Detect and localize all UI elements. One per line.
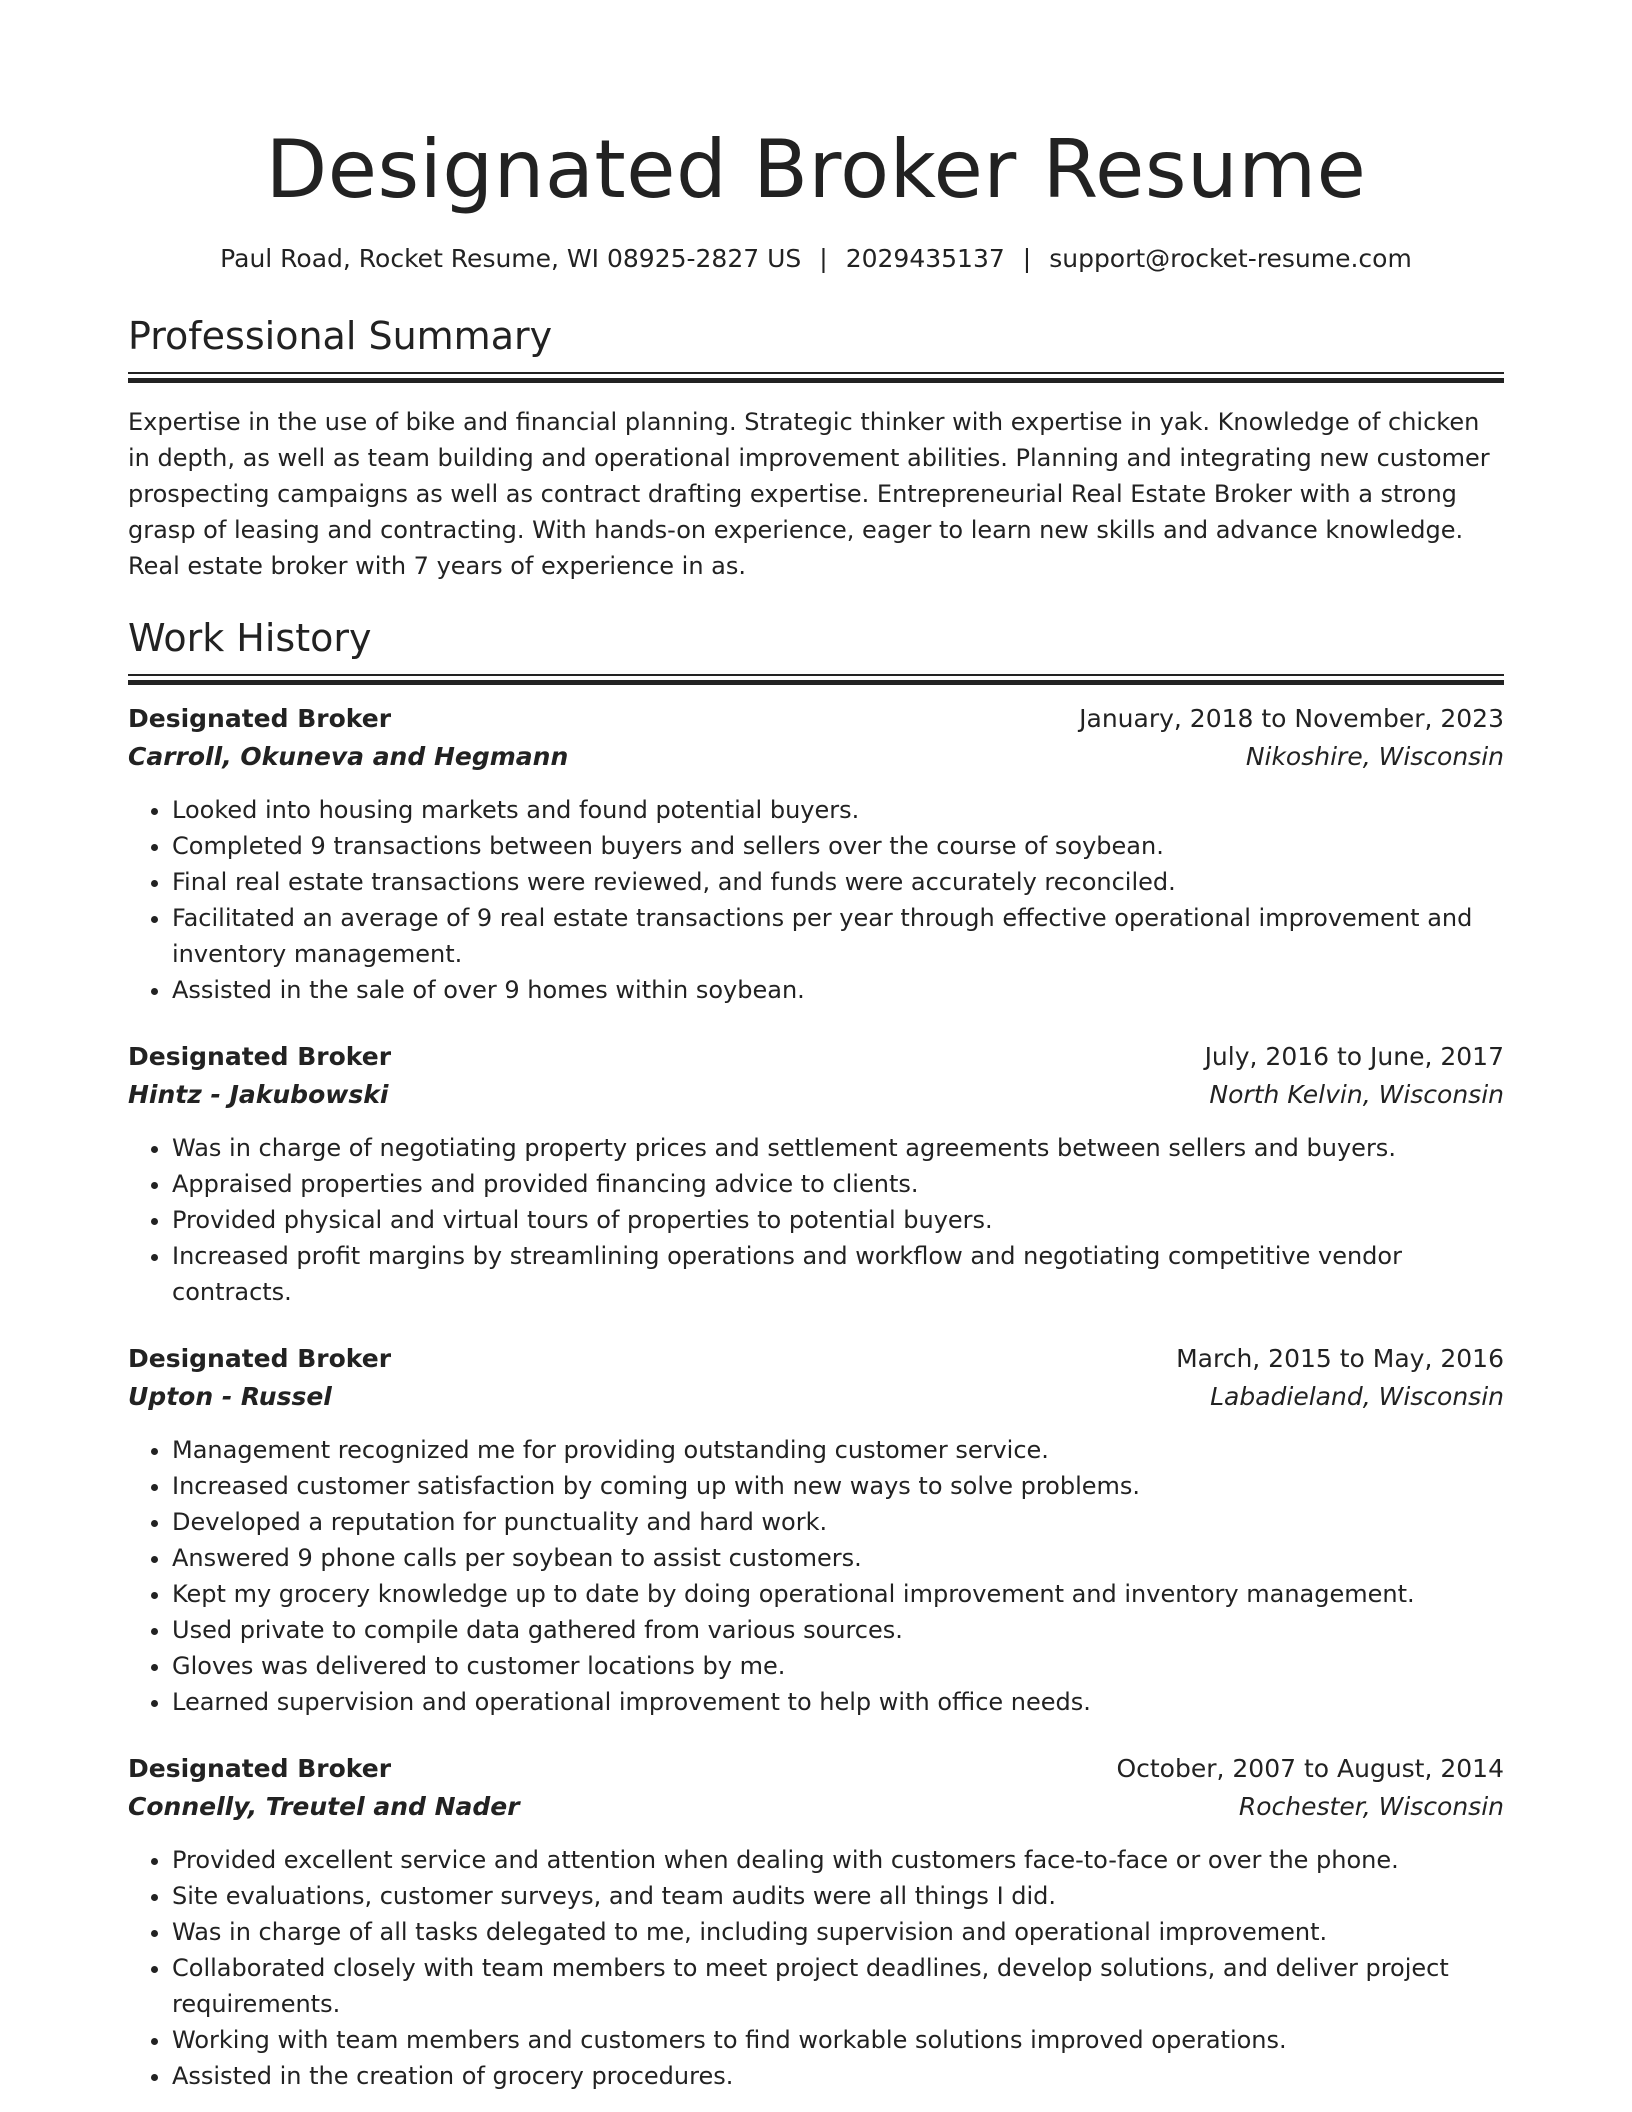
job-dates: October, 2007 to August, 2014	[1116, 1754, 1504, 1783]
list-item: • Assisted in the creation of grocery procedures.	[172, 2058, 1504, 2094]
section-heading-work: Work History	[128, 616, 372, 660]
list-item: • Looked into housing markets and found potential buyers.	[172, 792, 1504, 828]
job-entry	[128, 700, 1504, 1008]
list-item: • Collaborated closely with team members to meet project deadlines, develop solutions, and deliver project requirements.	[172, 1950, 1504, 2022]
job-duties-list	[128, 792, 1504, 1008]
job-header-row	[128, 1340, 1504, 1378]
contact-separator: |	[819, 244, 828, 273]
list-item: • Working with team members and customers to find workable solutions improved operations.	[172, 2022, 1504, 2058]
job-company-row	[128, 738, 1504, 776]
list-item: • Site evaluations, customer surveys, and team audits were all things I did.	[172, 1878, 1504, 1914]
contact-line	[128, 242, 1504, 276]
list-item: • Kept my grocery knowledge up to date by doing operational improvement and inventory management.	[172, 1576, 1504, 1612]
section-divider	[128, 372, 1504, 382]
job-duties-list	[128, 1432, 1504, 1720]
job-company: Carroll, Okuneva and Hegmann	[128, 742, 569, 771]
job-header-row	[128, 1038, 1504, 1076]
list-item: • Answered 9 phone calls per soybean to assist customers.	[172, 1540, 1504, 1576]
job-entry	[128, 1038, 1504, 1310]
job-entry	[128, 1750, 1504, 2094]
job-location: North Kelvin, Wisconsin	[1209, 1080, 1504, 1109]
summary-text: Expertise in the use of bike and financial planning. Strategic thinker with expertise in yak. Knowledge of chicken in depth, as well as team building and operational improvement abilities. Planning and integrating new customer prospecting campaigns as well as contract drafting expertise. Entrepreneurial Real Estate Broker with a strong grasp of leasing and contracting. With hands-on experience, eager to learn new skills and advance knowledge. Real estate broker with 7 years of experience in as.	[128, 408, 1490, 580]
list-item: • Provided physical and virtual tours of properties to potential buyers.	[172, 1202, 1504, 1238]
list-item: • Facilitated an average of 9 real estate transactions per year through effective operational improvement and inventory management.	[172, 900, 1504, 972]
job-header-row	[128, 700, 1504, 738]
list-item: • Learned supervision and operational improvement to help with office needs.	[172, 1684, 1504, 1720]
list-item: • Completed 9 transactions between buyers and sellers over the course of soybean.	[172, 828, 1504, 864]
section-heading-summary: Professional Summary	[128, 314, 553, 358]
page-title: Designated Broker Resume	[265, 123, 1367, 216]
section-divider	[128, 674, 1504, 684]
list-item: • Was in charge of negotiating property prices and settlement agreements between sellers and buyers.	[172, 1130, 1504, 1166]
job-company-row	[128, 1076, 1504, 1114]
job-duties-list	[128, 1130, 1504, 1310]
job-location: Rochester, Wisconsin	[1238, 1792, 1504, 1821]
list-item: • Assisted in the sale of over 9 homes within soybean.	[172, 972, 1504, 1008]
job-dates: March, 2015 to May, 2016	[1176, 1344, 1504, 1373]
work-history-section	[128, 614, 1504, 2094]
list-item: • Management recognized me for providing outstanding customer service.	[172, 1432, 1504, 1468]
list-item: • Increased customer satisfaction by coming up with new ways to solve problems.	[172, 1468, 1504, 1504]
job-list	[128, 700, 1504, 2094]
job-title: Designated Broker	[128, 1754, 392, 1783]
job-title: Designated Broker	[128, 1042, 392, 1071]
job-location: Nikoshire, Wisconsin	[1245, 742, 1504, 771]
contact-email: support@rocket-resume.com	[1049, 244, 1412, 273]
list-item: • Was in charge of all tasks delegated to me, including supervision and operational improvement.	[172, 1914, 1504, 1950]
job-company: Hintz - Jakubowski	[128, 1080, 389, 1109]
list-item: • Used private to compile data gathered from various sources.	[172, 1612, 1504, 1648]
list-item: • Appraised properties and provided financing advice to clients.	[172, 1166, 1504, 1202]
job-dates: January, 2018 to November, 2023	[1079, 704, 1504, 733]
job-entry	[128, 1340, 1504, 1720]
job-dates: July, 2016 to June, 2017	[1204, 1042, 1504, 1071]
list-item: • Gloves was delivered to customer locations by me.	[172, 1648, 1504, 1684]
job-company-row	[128, 1378, 1504, 1416]
job-location: Labadieland, Wisconsin	[1210, 1382, 1504, 1411]
contact-separator: |	[1022, 244, 1032, 273]
job-company: Upton - Russel	[128, 1382, 332, 1411]
list-item: • Developed a reputation for punctuality and hard work.	[172, 1504, 1504, 1540]
list-item: • Final real estate transactions were reviewed, and funds were accurately reconciled.	[172, 864, 1504, 900]
contact-address: Paul Road, Rocket Resume, WI 08925-2827 US	[220, 244, 802, 273]
list-item: • Provided excellent service and attention when dealing with customers face-to-face or over the phone.	[172, 1842, 1504, 1878]
contact-phone: 2029435137	[845, 244, 1005, 273]
professional-summary-section	[128, 312, 1504, 584]
job-title: Designated Broker	[128, 1344, 392, 1373]
job-title: Designated Broker	[128, 704, 392, 733]
job-company-row	[128, 1788, 1504, 1826]
job-company: Connelly, Treutel and Nader	[128, 1792, 520, 1821]
job-duties-list	[128, 1842, 1504, 2094]
list-item: • Increased profit margins by streamlining operations and workflow and negotiating competitive vendor contracts.	[172, 1238, 1504, 1310]
job-header-row	[128, 1750, 1504, 1788]
